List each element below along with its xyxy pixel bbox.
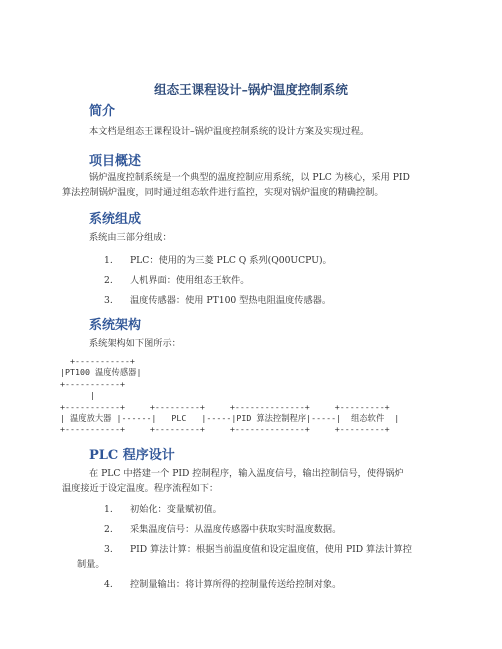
list-item-text: 初始化：变量赋初值。 [130,504,222,515]
composition-intro [62,230,442,245]
architecture-intro-text: 系统架构如下图所示： [89,338,181,349]
list-item-text: PID 算法计算：根据当前温度值和设定温度值，使用 PID 算法计算控 [130,544,412,555]
plc-design-line-1: 在 PLC 中搭建一个 PID 控制程序，输入温度信号，输出控制信号，使得锅炉 [89,468,404,479]
list-item-number: 2. [104,524,113,535]
list-item-number: 2. [104,275,113,286]
overview-line-1: 锅炉温度控制系统是一个典型的温度控制应用系统，以 PLC 为核心，采用 PID [89,172,410,183]
list-item-text: 制量。 [77,559,105,570]
intro-paragraph [62,124,442,139]
heading-composition: 系统组成 [89,212,142,227]
list-item-number: 3. [104,295,113,306]
intro-text: 本文档是组态王课程设计–锅炉温度控制系统的设计方案及实现过程。 [89,126,370,137]
heading-overview: 项目概述 [89,154,142,169]
list-item-number: 3. [104,544,113,555]
list-item-text: PLC：使用的为三菱 PLC Q 系列(Q00UCPU)。 [130,255,332,266]
list-item-text: 采集温度信号：从温度传感器中获取实时温度数据。 [130,524,342,535]
plc-design-paragraph [62,466,442,496]
architecture-diagram: +-----------+ |PT100 温度传感器| +-----------+ | +-----------+ +---------+ +--------------+ +---------+ | 温度放大器 |------| PLC |-----|PID 算法控制程序|-----| 组态软件 | +-----------+ +---------+ +--------------+ +---------+ [60,356,400,435]
list-item-number: 1. [104,255,113,266]
list-item-number: 4. [104,579,113,590]
document-title: 组态王课程设计–锅炉温度控制系统 [154,82,348,97]
overview-paragraph [62,170,442,200]
overview-line-2: 算法控制锅炉温度，同时通过组态软件进行监控，实现对锅炉温度的精确控制。 [62,187,384,198]
heading-plc-design: PLC 程序设计 [89,448,175,463]
list-item-text: 控制量输出：将计算所得的控制量传送给控制对象。 [130,579,342,590]
list-item-text: 温度传感器：使用 PT100 型热电阻温度传感器。 [130,295,332,306]
list-item-text: 人机界面：使用组态王软件。 [130,275,250,286]
plc-design-line-2: 温度接近于设定温度。程序流程如下： [62,483,219,494]
heading-architecture: 系统架构 [89,318,142,333]
architecture-intro [62,336,442,351]
list-item-number: 1. [104,504,113,515]
heading-intro: 简介 [89,104,116,119]
composition-intro-text: 系统由三部分组成： [89,232,172,243]
